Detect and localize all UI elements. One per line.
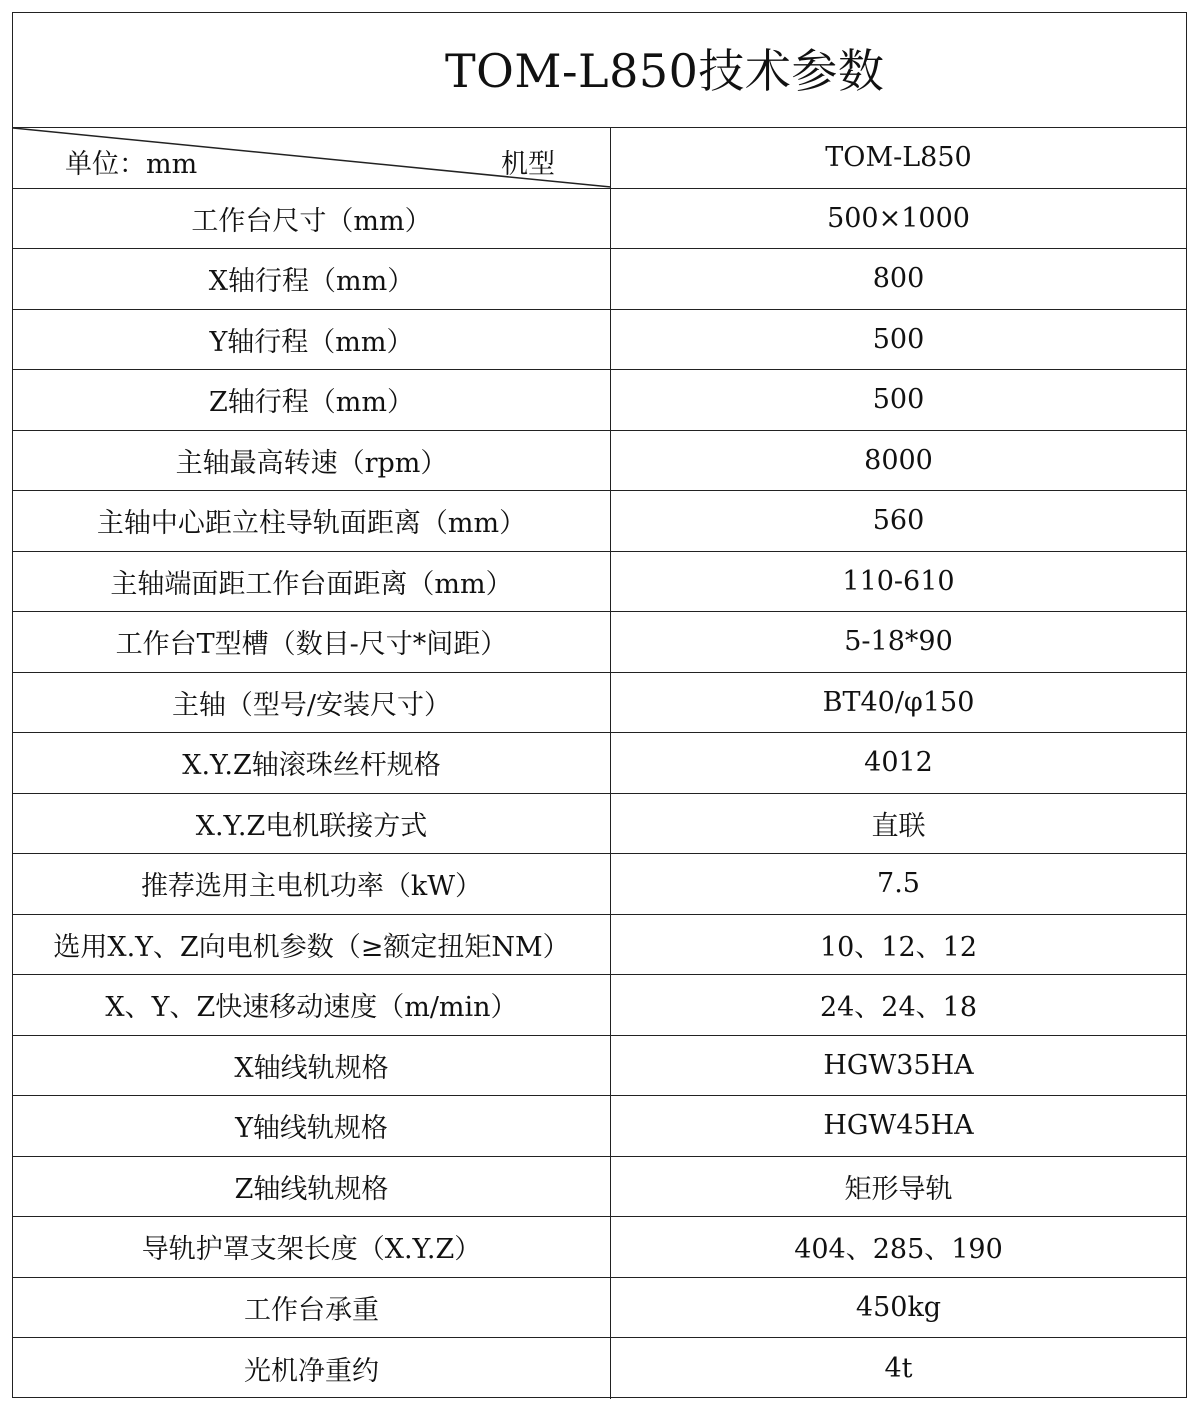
param-name: 选用X.Y、Z向电机参数（≥额定扭矩NM） (13, 915, 611, 975)
param-value: 500×1000 (827, 202, 970, 234)
header-row (13, 128, 1186, 189)
table-row (13, 1036, 1186, 1097)
param-name: 导轨护罩支架长度（X.Y.Z） (13, 1217, 611, 1277)
param-name: 主轴最高转速（rpm） (13, 431, 611, 491)
param-name: 主轴（型号/安装尺寸） (13, 673, 611, 733)
param-name: Y轴行程（mm） (13, 310, 611, 370)
spec-table (12, 12, 1187, 1398)
param-name: 主轴端面距工作台面距离（mm） (13, 552, 611, 612)
param-name: Z轴线轨规格 (13, 1157, 611, 1217)
param-value: 4t (884, 1352, 913, 1384)
param-name: Z轴行程（mm） (13, 370, 611, 430)
param-name: X、Y、Z快速移动速度（m/min） (13, 975, 611, 1035)
param-value: 矩形导轨 (844, 1173, 953, 1205)
table-row (13, 552, 1186, 613)
param-name: X轴线轨规格 (13, 1036, 611, 1096)
param-value: HGW45HA (823, 1110, 974, 1142)
table-row (13, 1278, 1186, 1339)
table-row (13, 1338, 1186, 1399)
param-name: Y轴线轨规格 (13, 1096, 611, 1156)
table-row (13, 1217, 1186, 1278)
param-value: 24、24、18 (819, 992, 978, 1024)
param-name: 主轴中心距立柱导轨面距离（mm） (13, 491, 611, 551)
param-name: 推荐选用主电机功率（kW） (13, 854, 611, 914)
table-row (13, 612, 1186, 673)
param-name: 工作台尺寸（mm） (13, 189, 611, 249)
param-value: 4012 (864, 747, 933, 779)
param-value: 7.5 (877, 868, 920, 900)
title-row (13, 13, 1186, 128)
table-row (13, 915, 1186, 976)
table-row (13, 189, 1186, 250)
model-value: TOM-L850 (825, 142, 972, 174)
param-name: 工作台承重 (13, 1278, 611, 1338)
table-row (13, 673, 1186, 734)
param-value: 800 (872, 263, 925, 295)
param-value: BT40/φ150 (822, 686, 975, 718)
param-value: HGW35HA (823, 1049, 974, 1081)
page-title: TOM-L850技术参数 (445, 44, 885, 98)
param-value: 10、12、12 (819, 931, 978, 963)
param-value: 5-18*90 (844, 626, 953, 658)
param-name: X.Y.Z电机联接方式 (13, 794, 611, 854)
table-row (13, 794, 1186, 855)
table-row (13, 1096, 1186, 1157)
table-row (13, 975, 1186, 1036)
param-value: 404、285、190 (794, 1234, 1003, 1266)
param-name: X.Y.Z轴滚珠丝杆规格 (13, 733, 611, 793)
table-row (13, 370, 1186, 431)
param-value: 450kg (855, 1291, 942, 1323)
table-row (13, 491, 1186, 552)
table-row (13, 733, 1186, 794)
param-name: 光机净重约 (13, 1338, 611, 1399)
param-value: 直联 (871, 810, 926, 842)
param-value: 8000 (864, 444, 933, 476)
param-value: 110-610 (842, 565, 955, 597)
param-value: 500 (872, 323, 925, 355)
table-row (13, 1157, 1186, 1218)
unit-label: 单位：mm (65, 149, 198, 180)
table-row (13, 431, 1186, 492)
param-value: 560 (872, 505, 925, 537)
model-label: 机型 (501, 149, 555, 180)
table-row (13, 310, 1186, 371)
param-name: 工作台T型槽（数目-尺寸*间距） (13, 612, 611, 672)
table-row (13, 249, 1186, 310)
param-value: 500 (872, 384, 925, 416)
header-diagonal-cell (13, 128, 611, 188)
table-row (13, 854, 1186, 915)
param-name: X轴行程（mm） (13, 249, 611, 309)
